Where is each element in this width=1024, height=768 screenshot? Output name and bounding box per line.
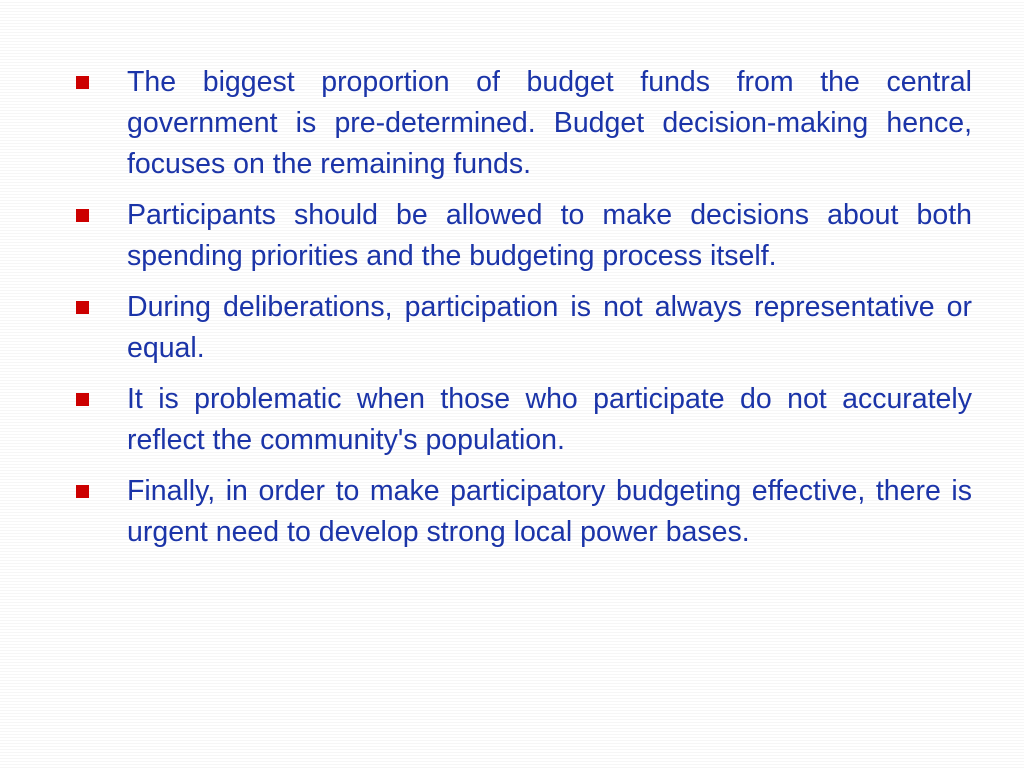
bullet-text: Participants should be allowed to make decisions about both spending priorities and the budgeting process itself.	[127, 199, 972, 272]
square-bullet-icon	[76, 209, 89, 222]
bullet-text: Finally, in order to make participatory budgeting effective, there is urgent need to develop strong local power bases.	[127, 475, 972, 548]
bullet-text: The biggest proportion of budget funds from the central government is pre-determined. Budget decision-making hence, focuses on the remaining funds.	[127, 66, 972, 180]
square-bullet-icon	[76, 393, 89, 406]
bullet-text: It is problematic when those who participate do not accurately reflect the community's population.	[127, 383, 972, 456]
bullet-list	[76, 62, 972, 563]
bullet-item	[76, 379, 972, 461]
bullet-text: During deliberations, participation is not always representative or equal.	[127, 291, 972, 364]
square-bullet-icon	[76, 301, 89, 314]
bullet-item	[76, 195, 972, 277]
bullet-item	[76, 287, 972, 369]
square-bullet-icon	[76, 76, 89, 89]
bullet-item	[76, 471, 972, 553]
bullet-item	[76, 62, 972, 185]
square-bullet-icon	[76, 485, 89, 498]
